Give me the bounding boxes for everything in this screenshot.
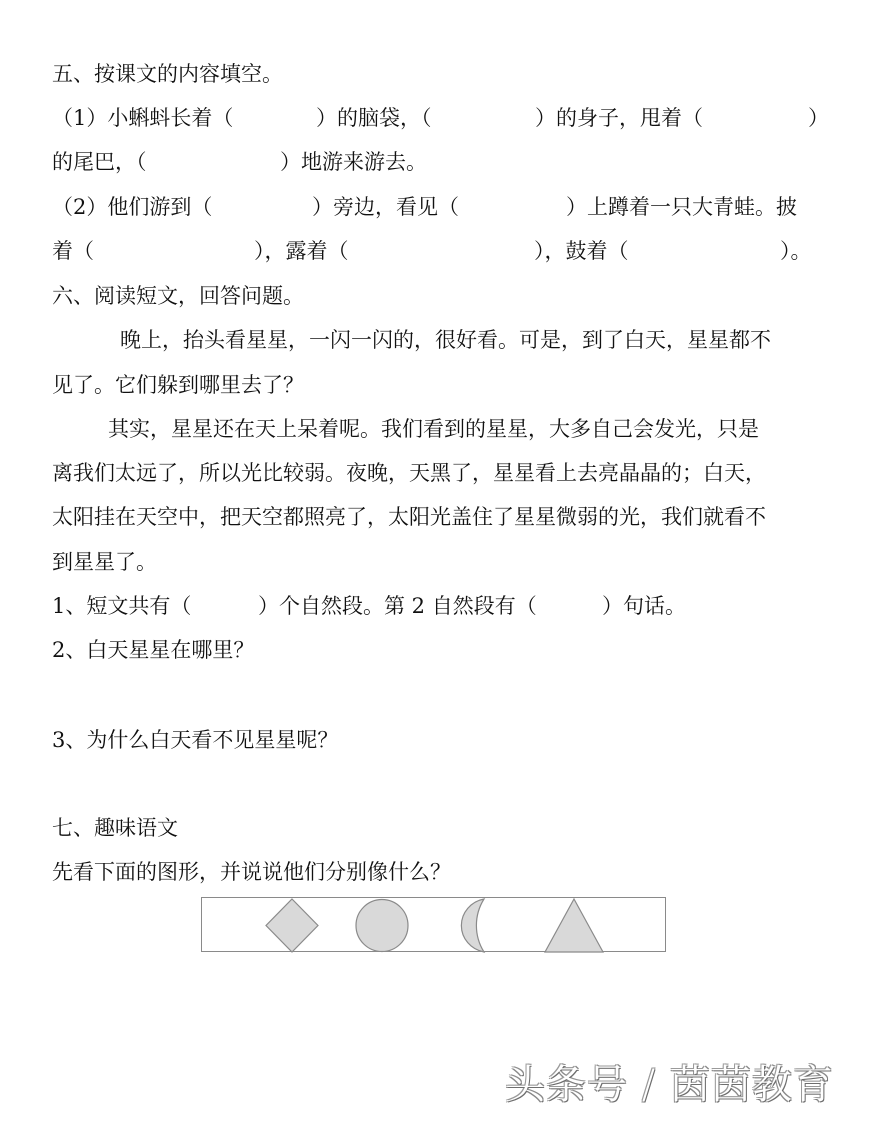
passage-text: 其实，星星还在天上呆着呢。我们看到的星星，大多自己会发光，只是 <box>108 417 759 441</box>
text-segment: ），鼓着（ <box>534 239 629 263</box>
passage-text: 见了。它们躲到哪里去了？ <box>52 373 304 397</box>
passage-text: 到星星了。 <box>52 550 157 574</box>
passage-text: 太阳挂在天空中，把天空都照亮了，太阳光盖住了星星微弱的光，我们就看不 <box>52 505 766 529</box>
section7-prompt: 先看下面的图形，并说说他们分别像什么？ <box>52 860 451 884</box>
text-segment: ）上蹲着一只大青蛙。披 <box>566 195 797 219</box>
text-segment: （1）小蝌蚪长着（ <box>52 106 234 130</box>
text-segment: （2）他们游到（ <box>52 195 213 219</box>
text-segment: ）地游来游去。 <box>280 150 427 174</box>
watermark: 头条号 / 茵茵教育 <box>505 1062 834 1108</box>
text-segment: ）句话。 <box>602 594 686 618</box>
text-segment: ） <box>808 106 829 130</box>
circle-shape-icon <box>356 900 408 952</box>
passage-text: 离我们太远了，所以光比较弱。夜晚，天黑了，星星看上去亮晶晶的；白天， <box>52 461 766 485</box>
text-segment: ）旁边，看见（ <box>312 195 459 219</box>
passage-text: 晚上，抬头看星星，一闪一闪的，很好看。可是，到了白天，星星都不 <box>120 328 771 352</box>
text-segment: 的尾巴，（ <box>52 150 147 174</box>
shapes-figure <box>201 897 666 952</box>
section6-heading: 六、阅读短文，回答问题。 <box>52 284 304 308</box>
text-segment: ）的脑袋，（ <box>316 106 432 130</box>
diamond-shape-icon <box>266 899 318 952</box>
triangle-shape-icon <box>545 899 603 952</box>
section5-heading: 五、按课文的内容填空。 <box>52 62 283 86</box>
text-segment: ）。 <box>780 239 812 263</box>
text-segment: ）个自然段。第 2 自然段有（ <box>258 594 537 618</box>
text-segment: 1、短文共有（ <box>52 594 192 618</box>
crescent-shape-icon <box>461 899 484 952</box>
question-text: 2、白天星星在哪里？ <box>52 638 255 662</box>
text-segment: ），露着（ <box>254 239 349 263</box>
question-text: 3、为什么白天看不见星星呢？ <box>52 728 339 752</box>
text-segment: 着（ <box>52 239 94 263</box>
section7-heading: 七、趣味语文 <box>52 816 178 840</box>
text-segment: ）的身子，甩着（ <box>535 106 703 130</box>
